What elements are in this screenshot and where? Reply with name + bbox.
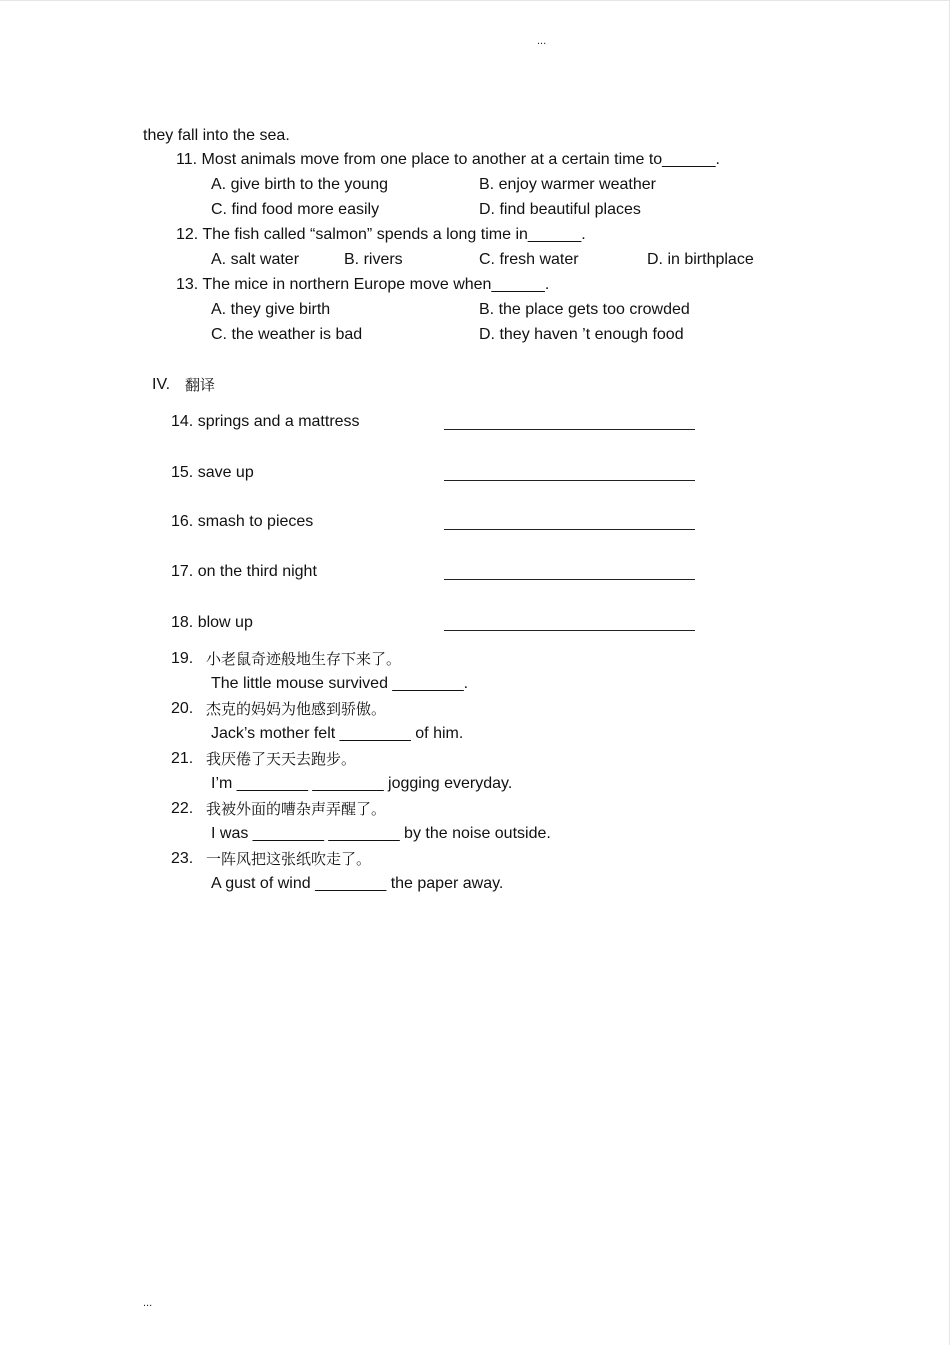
question-12-option-c: C. fresh water [479,251,579,268]
sentence-23-english: A gust of wind ________ the paper away. [211,875,504,892]
phrase-17: 17. on the third night [171,563,317,580]
sentence-19-number: 19. [171,650,194,667]
intro-line: they fall into the sea. [143,127,290,144]
sentence-19-chinese: 小老鼠奇迹般地生存下来了。 [206,650,402,668]
section-iv-numeral: IV. [152,376,171,393]
question-11-stem: 11. Most animals move from one place to another at a certain time to______. [176,151,720,168]
phrase-18: 18. blow up [171,614,253,631]
question-13-option-c: C. the weather is bad [211,326,363,343]
question-12-option-b: B. rivers [344,251,403,268]
question-11-option-a: A. give birth to the young [211,176,388,193]
section-iv-title: 翻译 [185,376,216,394]
phrase-16: 16. smash to pieces [171,513,314,530]
answer-line-17[interactable] [444,579,695,580]
sentence-20-chinese: 杰克的妈妈为他感到骄傲。 [206,700,387,718]
question-12-option-d: D. in birthplace [647,251,754,268]
phrase-14: 14. springs and a mattress [171,413,360,430]
sentence-23-chinese: 一阵风把这张纸吹走了。 [206,850,372,868]
answer-line-18[interactable] [444,630,695,631]
sentence-20-number: 20. [171,700,194,717]
sentence-21-chinese: 我厌倦了天天去跑步。 [206,750,357,768]
question-13-option-a: A. they give birth [211,301,331,318]
sentence-22-english: I was ________ ________ by the noise outside. [211,825,551,842]
question-11-option-c: C. find food more easily [211,201,380,218]
sentence-23-number: 23. [171,850,194,867]
phrase-15: 15. save up [171,464,254,481]
question-11-option-d: D. find beautiful places [479,201,641,218]
sentence-22-chinese: 我被外面的嘈杂声弄醒了。 [206,800,387,818]
question-13-option-d: D. they haven ’t enough food [479,326,684,343]
answer-line-15[interactable] [444,480,695,481]
header-marker: ... [537,35,547,47]
footer-marker: ... [143,1297,153,1309]
sentence-20-english: Jack’s mother felt ________ of him. [211,725,464,742]
sentence-21-english: I’m ________ ________ jogging everyday. [211,775,513,792]
question-11-option-b: B. enjoy warmer weather [479,176,656,193]
answer-line-14[interactable] [444,429,695,430]
question-13-stem: 13. The mice in northern Europe move when______. [176,276,550,293]
sentence-21-number: 21. [171,750,194,767]
question-12-stem: 12. The fish called “salmon” spends a long time in______. [176,226,586,243]
question-13-option-b: B. the place gets too crowded [479,301,690,318]
sentence-22-number: 22. [171,800,194,817]
sentence-19-english: The little mouse survived ________. [211,675,469,692]
question-12-option-a: A. salt water [211,251,300,268]
answer-line-16[interactable] [444,529,695,530]
